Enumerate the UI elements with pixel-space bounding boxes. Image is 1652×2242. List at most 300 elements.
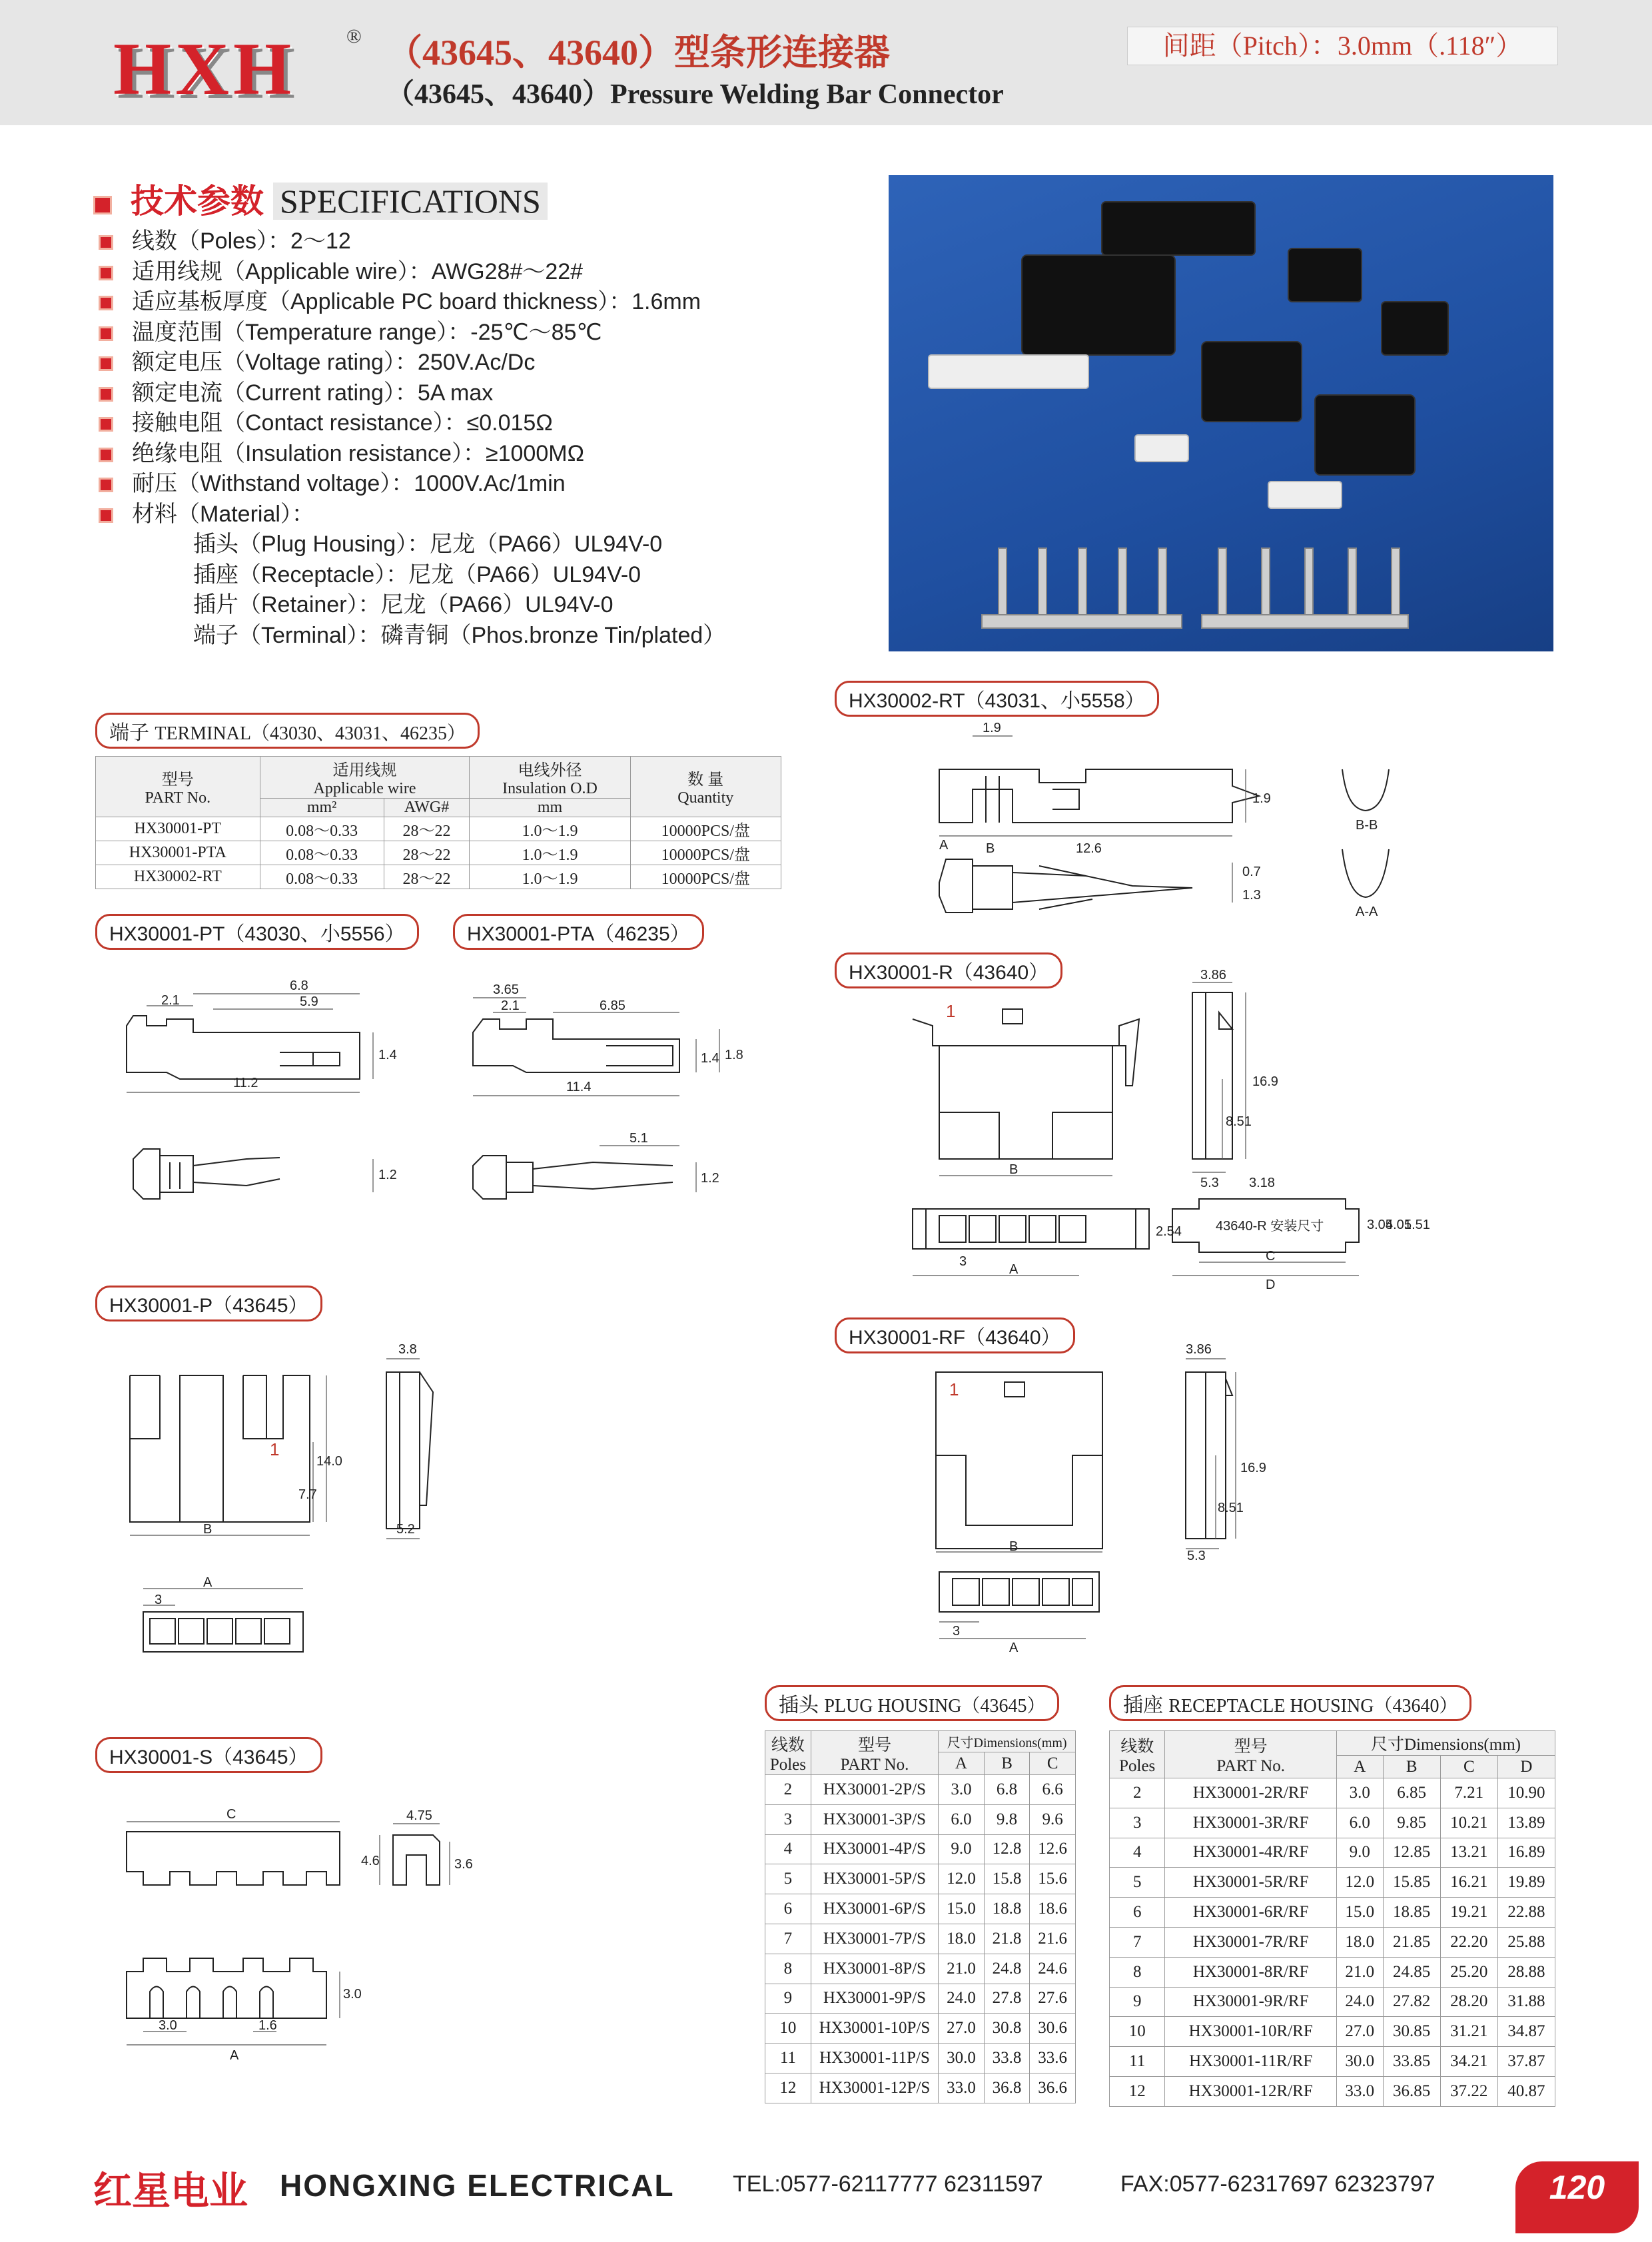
table-cell: 24.0 <box>939 1984 985 2014</box>
spec-item <box>99 226 701 257</box>
table-row: HX30002-RT 0.08～0.33 28～22 1.0～1.9 10000PCS/盘 <box>96 865 781 889</box>
table-cell: 7 <box>1110 1927 1165 1957</box>
dim-label: 4.01 <box>1386 1218 1412 1232</box>
table-cell: 7.21 <box>1440 1778 1497 1808</box>
table-cell: 13.21 <box>1440 1838 1497 1868</box>
registered-mark: ® <box>346 25 362 47</box>
pin1-marker: 1 <box>946 1001 956 1021</box>
col-a: A <box>939 1752 985 1775</box>
footer-company-en: HONGXING ELECTRICAL <box>280 2168 675 2203</box>
drawing-label-p: HX30001-P（43645） <box>95 1286 322 1321</box>
specifications-heading <box>93 175 548 222</box>
table-cell: 15.85 <box>1383 1868 1440 1898</box>
dim-label: 1.2 <box>701 1171 719 1186</box>
spec-text: 接触电阻（Contact resistance）：≤0.015Ω <box>132 410 553 436</box>
table-cell: HX30001-10P/S <box>811 2014 938 2044</box>
terminal-strip <box>1202 615 1408 628</box>
mounting-note: 43640-R 安装尺寸 <box>1216 1219 1324 1234</box>
table-cell: 10 <box>765 2014 811 2044</box>
table-cell: 18.8 <box>984 1894 1030 1924</box>
black-housing <box>1102 202 1255 255</box>
table-row <box>1110 1838 1555 1868</box>
dim-label: 8.51 <box>1218 1501 1244 1515</box>
footer-fax: FAX:0577-62317697 62323797 <box>1120 2171 1436 2197</box>
pin1-marker: 1 <box>270 1439 280 1459</box>
drawing-label-pta: HX30001-PTA（46235） <box>453 914 704 950</box>
dim-label: 1.3 <box>1242 888 1261 903</box>
table-cell: 9.0 <box>1336 1838 1383 1868</box>
spec-heading-cn: 技术参数 <box>131 182 264 220</box>
table-cell: 27.0 <box>1336 2017 1383 2047</box>
table-row <box>765 1834 1076 1864</box>
table-row <box>1110 2017 1555 2047</box>
col-c: C <box>1030 1752 1076 1775</box>
table-cell: 33.0 <box>939 2073 985 2103</box>
drawing-label-rt: HX30002-RT（43031、小5558） <box>835 681 1159 717</box>
dim-label: 4.6 <box>361 1854 380 1868</box>
spec-item <box>99 500 701 530</box>
table-row <box>1110 2076 1555 2106</box>
table-row <box>765 2014 1076 2044</box>
product-photo <box>889 175 1553 651</box>
spec-text: 适应基板厚度（Applicable PC board thickness）：1.6mm <box>132 289 701 314</box>
table-cell: 18.85 <box>1383 1898 1440 1928</box>
table-cell: HX30001-4P/S <box>811 1834 938 1864</box>
table-row <box>765 1924 1076 1954</box>
bullet-square-icon <box>93 196 112 214</box>
material-item: 插头（Plug Housing）：尼龙（PA66）UL94V-0 <box>193 532 663 557</box>
table-cell: 40.87 <box>1497 2076 1555 2106</box>
terminal-table <box>95 756 781 889</box>
table-cell: HX30001-11R/RF <box>1165 2047 1337 2077</box>
table-cell: HX30001-9P/S <box>811 1984 938 2014</box>
col-c: C <box>1440 1756 1497 1778</box>
dim-letter: B <box>203 1522 212 1537</box>
table-cell: 34.21 <box>1440 2047 1497 2077</box>
col-b: B <box>984 1752 1030 1775</box>
dim-label: 5.2 <box>396 1522 415 1537</box>
table-cell: 5 <box>1110 1868 1165 1898</box>
table-cell: 18.0 <box>939 1924 985 1954</box>
table-row <box>1110 1957 1555 1987</box>
table-cell: HX30001-12R/RF <box>1165 2076 1337 2106</box>
dim-label: 5.3 <box>1200 1176 1219 1190</box>
spec-item <box>99 287 701 318</box>
page-title-cn: （43645、43640）型条形连接器 <box>386 33 890 73</box>
spec-list <box>99 226 701 530</box>
table-cell: 33.6 <box>1030 2044 1076 2073</box>
table-cell: 10.90 <box>1497 1778 1555 1808</box>
dim-label: 1.6 <box>258 2018 277 2033</box>
table-cell: 28.20 <box>1440 1987 1497 2017</box>
table-cell: 11 <box>765 2044 811 2073</box>
table-cell: 21.0 <box>1336 1957 1383 1987</box>
col-a: A <box>1336 1756 1383 1778</box>
spec-text: 额定电流（Current rating）：5A max <box>132 380 494 406</box>
col-part: 型号 PART No. <box>811 1731 938 1775</box>
table-cell: 12 <box>1110 2076 1165 2106</box>
col-poles: 线数 Poles <box>765 1731 811 1775</box>
table-cell: HX30001-7R/RF <box>1165 1927 1337 1957</box>
table-cell: 21.6 <box>1030 1924 1076 1954</box>
table-cell: 4 <box>1110 1838 1165 1868</box>
table-cell: HX30001-11P/S <box>811 2044 938 2073</box>
bullet-square-icon <box>99 296 113 310</box>
table-row <box>1110 1808 1555 1838</box>
table-cell: 21.0 <box>939 1954 985 1984</box>
table-cell: 36.6 <box>1030 2073 1076 2103</box>
table-cell: 18.6 <box>1030 1894 1076 1924</box>
table-cell: HX30001-4R/RF <box>1165 1838 1337 1868</box>
material-item: 插座（Receptacle）：尼龙（PA66）UL94V-0 <box>193 561 641 587</box>
white-retainer <box>1135 435 1188 462</box>
white-retainer <box>1268 482 1342 508</box>
table-cell: 5 <box>765 1864 811 1894</box>
dim-label: 5.51 <box>1404 1218 1430 1232</box>
table-cell: 21.8 <box>984 1924 1030 1954</box>
table-cell: 4 <box>765 1834 811 1864</box>
black-housing <box>1288 248 1362 302</box>
table-cell: 6 <box>765 1894 811 1924</box>
table-cell: 18.0 <box>1336 1927 1383 1957</box>
table-row: HX30001-PT 0.08～0.33 28～22 1.0～1.9 10000PCS/盘 <box>96 817 781 841</box>
table-row <box>765 1954 1076 1984</box>
col-od: 电线外径 Insulation O.D <box>470 757 630 799</box>
table-cell: HX30001-6P/S <box>811 1894 938 1924</box>
drawing-label-s: HX30001-S（43645） <box>95 1737 322 1773</box>
table-row <box>765 1894 1076 1924</box>
table-row <box>1110 2047 1555 2077</box>
terminal-label-cn: 端子 <box>109 722 149 744</box>
col-dimensions: 尺寸Dimensions(mm) <box>1336 1731 1555 1756</box>
table-cell: 15.6 <box>1030 1864 1076 1894</box>
table-cell: 36.8 <box>984 2073 1030 2103</box>
drawing-label-rf: HX30001-RF（43640） <box>835 1317 1075 1353</box>
table-cell: 9.6 <box>1030 1804 1076 1834</box>
dim-label: 3.6 <box>454 1857 473 1872</box>
drawing-rf <box>919 1339 1292 1665</box>
table-cell: 12.0 <box>939 1864 985 1894</box>
dim-label: 3.0 <box>159 2018 177 2033</box>
dim-label: 4.75 <box>406 1808 432 1823</box>
table-cell: 21.85 <box>1383 1927 1440 1957</box>
table-row <box>1110 1987 1555 2017</box>
col-part: 型号 PART No. <box>1165 1731 1337 1778</box>
spec-heading-en: SPECIFICATIONS <box>273 183 548 220</box>
plug-housing-label <box>765 1685 1059 1721</box>
table-cell: 3.0 <box>939 1775 985 1805</box>
dim-label: 1.9 <box>983 721 1001 735</box>
col-awg: AWG# <box>384 799 470 817</box>
material-item: 插片（Retainer）：尼龙（PA66）UL94V-0 <box>193 592 614 617</box>
table-cell: 9 <box>765 1984 811 2014</box>
dim-label: 11.2 <box>233 1076 258 1090</box>
dim-letter: A <box>230 2048 239 2063</box>
bullet-square-icon <box>99 387 113 402</box>
table-cell: HX30001-9R/RF <box>1165 1987 1337 2017</box>
table-cell: 3 <box>1110 1808 1165 1838</box>
table-cell: HX30001-6R/RF <box>1165 1898 1337 1928</box>
bullet-square-icon <box>99 235 113 250</box>
table-cell: 22.20 <box>1440 1927 1497 1957</box>
dim-label: 2.1 <box>501 998 520 1013</box>
dim-label: 3 <box>959 1254 967 1269</box>
dim-label: 7.7 <box>298 1487 317 1502</box>
table-cell: 6.0 <box>1336 1808 1383 1838</box>
table-cell: 9.85 <box>1383 1808 1440 1838</box>
table-cell: HX30001-8R/RF <box>1165 1957 1337 1987</box>
table-cell: HX30001-5R/RF <box>1165 1868 1337 1898</box>
table-cell: 33.85 <box>1383 2047 1440 2077</box>
spec-item <box>99 469 701 500</box>
terminal-label <box>95 713 480 749</box>
dim-label: 3.86 <box>1200 968 1226 982</box>
table-cell: 2 <box>765 1775 811 1805</box>
table-cell: 27.8 <box>984 1984 1030 2014</box>
table-cell: 19.89 <box>1497 1868 1555 1898</box>
dim-label: 2.1 <box>161 993 180 1008</box>
table-cell: 12.8 <box>984 1834 1030 1864</box>
receptacle-label-en: RECEPTACLE HOUSING（43640） <box>1168 1696 1458 1716</box>
table-cell: 9.8 <box>984 1804 1030 1834</box>
plug-label-cn: 插头 <box>779 1694 819 1716</box>
dim-label: 5.3 <box>1187 1549 1206 1563</box>
table-cell: HX30001-3P/S <box>811 1804 938 1834</box>
spec-text: 温度范围（Temperature range）：-25℃～85℃ <box>132 319 602 345</box>
table-cell: 22.88 <box>1497 1898 1555 1928</box>
dim-label: 0.7 <box>1242 865 1261 879</box>
table-row: HX30001-PTA 0.08～0.33 28～22 1.0～1.9 10000PCS/盘 <box>96 841 781 865</box>
spec-item <box>99 408 701 439</box>
dim-letter: B <box>1009 1162 1019 1177</box>
dim-label: 16.9 <box>1240 1461 1266 1475</box>
table-cell: HX30001-2P/S <box>811 1775 938 1805</box>
table-cell: 30.0 <box>1336 2047 1383 2077</box>
table-cell: 2 <box>1110 1778 1165 1808</box>
dim-label: 3.8 <box>398 1342 417 1357</box>
dim-label: 1.4 <box>378 1048 397 1062</box>
table-cell: 30.85 <box>1383 2017 1440 2047</box>
dim-label: 16.9 <box>1252 1074 1278 1089</box>
table-cell: 30.8 <box>984 2014 1030 2044</box>
bullet-square-icon <box>99 266 113 280</box>
col-mm2: mm² <box>260 799 384 817</box>
table-cell: HX30001-7P/S <box>811 1924 938 1954</box>
drawing-s <box>113 1798 486 2065</box>
spec-text: 线数（Poles）：2～12 <box>132 228 351 254</box>
col-part: 型号 PART No. <box>96 757 260 817</box>
dim-label: 5.1 <box>629 1131 648 1146</box>
table-cell: 12 <box>765 2073 811 2103</box>
table-cell: 7 <box>765 1924 811 1954</box>
bullet-square-icon <box>99 448 113 462</box>
dim-label: 3.18 <box>1249 1176 1275 1190</box>
spec-text: 耐压（Withstand voltage）：1000V.Ac/1min <box>132 471 566 496</box>
table-cell: 16.89 <box>1497 1838 1555 1868</box>
col-qty: 数 量 Quantity <box>630 757 781 817</box>
connector-photo-illustration <box>889 175 1553 651</box>
col-od-unit: mm <box>470 799 630 817</box>
table-cell: 15.0 <box>939 1894 985 1924</box>
table-cell: 9.0 <box>939 1834 985 1864</box>
section-mark: B <box>986 841 995 856</box>
dim-letter: A <box>203 1575 212 1590</box>
bullet-square-icon <box>99 417 113 432</box>
spec-item <box>99 257 701 288</box>
col-poles: 线数 Poles <box>1110 1731 1165 1778</box>
table-cell: 36.85 <box>1383 2076 1440 2106</box>
col-b: B <box>1383 1756 1440 1778</box>
dim-label: 3.86 <box>1186 1342 1212 1357</box>
spec-item <box>99 348 701 378</box>
col-d: D <box>1497 1756 1555 1778</box>
pitch-badge: 间距（Pitch）：3.0mm（.118″） <box>1127 27 1558 65</box>
plug-label-en: PLUG HOUSING（43645） <box>824 1696 1046 1716</box>
dim-label: 12.6 <box>1076 841 1102 856</box>
col-dimensions: 尺寸Dimensions(mm) <box>939 1731 1076 1752</box>
table-cell: 3 <box>765 1804 811 1834</box>
table-row <box>765 1864 1076 1894</box>
table-row <box>765 1984 1076 2014</box>
table-row <box>1110 1778 1555 1808</box>
black-housing <box>1022 255 1175 355</box>
material-list <box>193 530 725 651</box>
dim-label: 11.4 <box>566 1080 592 1094</box>
table-row <box>765 1804 1076 1834</box>
page-number: 120 <box>1549 2169 1605 2206</box>
table-cell: 24.8 <box>984 1954 1030 1984</box>
table-cell: 34.87 <box>1497 2017 1555 2047</box>
table-cell: 3.0 <box>1336 1778 1383 1808</box>
dim-label: 8.51 <box>1226 1114 1252 1129</box>
dim-letter: A <box>1009 1262 1019 1277</box>
table-cell: 37.22 <box>1440 2076 1497 2106</box>
section-mark: A <box>939 838 949 853</box>
footer-company-cn: 红星电业 <box>93 2168 248 2213</box>
table-cell: 27.82 <box>1383 1987 1440 2017</box>
white-retainer <box>929 355 1088 388</box>
table-cell: 33.0 <box>1336 2076 1383 2106</box>
table-cell: 9 <box>1110 1987 1165 2017</box>
spec-item <box>99 439 701 470</box>
table-cell: 24.85 <box>1383 1957 1440 1987</box>
footer-tel: TEL:0577-62117777 62311597 <box>733 2171 1043 2197</box>
dim-label: 2.54 <box>1156 1224 1182 1239</box>
dim-label: 1.9 <box>1252 791 1271 806</box>
dim-label: 1.2 <box>378 1168 397 1182</box>
dim-label: 3.0 <box>343 1987 362 2002</box>
table-cell: 30.0 <box>939 2044 985 2073</box>
table-cell: 12.85 <box>1383 1838 1440 1868</box>
spec-text: 额定电压（Voltage rating）：250V.Ac/Dc <box>132 350 536 375</box>
drawing-pta <box>460 979 753 1226</box>
table-row <box>765 1775 1076 1805</box>
table-row <box>765 2073 1076 2103</box>
table-cell: 12.0 <box>1336 1868 1383 1898</box>
brand-logo: HXH <box>113 28 296 111</box>
table-cell: 16.21 <box>1440 1868 1497 1898</box>
table-cell: 24.6 <box>1030 1954 1076 1984</box>
table-cell: 31.21 <box>1440 2017 1497 2047</box>
black-housing <box>1315 395 1415 475</box>
table-cell: 24.0 <box>1336 1987 1383 2017</box>
dim-label: 3 <box>155 1593 163 1607</box>
terminal-strip <box>982 615 1182 628</box>
drawing-rt <box>913 716 1446 942</box>
table-cell: 11 <box>1110 2047 1165 2077</box>
dim-letter: C <box>226 1807 236 1822</box>
spec-text: 绝缘电阻（Insulation resistance）：≥1000MΩ <box>132 440 584 466</box>
bullet-square-icon <box>99 356 113 371</box>
table-cell: 10.21 <box>1440 1808 1497 1838</box>
material-item: 端子（Terminal）：磷青铜（Phos.bronze Tin/plated） <box>193 622 726 648</box>
table-cell: 15.8 <box>984 1864 1030 1894</box>
col-wire: 适用线规 Applicable wire <box>260 757 470 799</box>
dim-label: 6.85 <box>600 998 625 1013</box>
table-cell: HX30001-12P/S <box>811 2073 938 2103</box>
dim-label: 1.8 <box>725 1048 743 1062</box>
table-cell: HX30001-5P/S <box>811 1864 938 1894</box>
receptacle-housing-table <box>1109 1730 1555 2107</box>
section-label: B-B <box>1356 818 1378 833</box>
table-cell: 12.6 <box>1030 1834 1076 1864</box>
section-label: A-A <box>1356 905 1378 919</box>
spec-text: 适用线规（Applicable wire）：AWG28#～22# <box>132 258 584 284</box>
table-row <box>1110 1927 1555 1957</box>
terminals-right <box>1218 548 1400 615</box>
table-cell: 37.87 <box>1497 2047 1555 2077</box>
table-cell: 31.88 <box>1497 1987 1555 2017</box>
black-housing <box>1202 342 1302 422</box>
terminal-label-en: TERMINAL（43030、43031、46235） <box>155 723 466 744</box>
table-cell: 6.85 <box>1383 1778 1440 1808</box>
dim-label: 3.05 <box>1367 1218 1393 1232</box>
table-cell: 25.88 <box>1497 1927 1555 1957</box>
drawing-label-r: HX30001-R（43640） <box>835 952 1062 988</box>
table-cell: 6.8 <box>984 1775 1030 1805</box>
table-cell: 27.6 <box>1030 1984 1076 2014</box>
table-cell: 27.0 <box>939 2014 985 2044</box>
drawing-label-pt: HX30001-PT（43030、小5556） <box>95 914 419 950</box>
table-cell: 8 <box>765 1954 811 1984</box>
table-row <box>1110 1868 1555 1898</box>
table-cell: HX30001-8P/S <box>811 1954 938 1984</box>
dim-letter: A <box>1009 1641 1019 1655</box>
table-row <box>1110 1898 1555 1928</box>
table-cell: 28.88 <box>1497 1957 1555 1987</box>
dim-label: 6.8 <box>290 978 308 993</box>
dim-letter: B <box>1009 1539 1019 1554</box>
page-title-en: （43645、43640）Pressure Welding Bar Connector <box>386 79 1004 110</box>
table-cell: 33.8 <box>984 2044 1030 2073</box>
table-cell: 6.6 <box>1030 1775 1076 1805</box>
table-cell: 15.0 <box>1336 1898 1383 1928</box>
dim-label: 1.4 <box>701 1051 719 1066</box>
black-housing <box>1382 302 1448 355</box>
drawing-p <box>113 1339 486 1672</box>
dim-label: 14.0 <box>316 1454 342 1469</box>
terminals-left <box>999 548 1166 615</box>
spec-item <box>99 378 701 409</box>
table-cell: 6.0 <box>939 1804 985 1834</box>
table-cell: HX30001-2R/RF <box>1165 1778 1337 1808</box>
table-cell: HX30001-10R/RF <box>1165 2017 1337 2047</box>
table-cell: 10 <box>1110 2017 1165 2047</box>
table-row <box>765 2044 1076 2073</box>
bullet-square-icon <box>99 326 113 341</box>
dim-label: 3.65 <box>493 982 519 997</box>
table-cell: 19.21 <box>1440 1898 1497 1928</box>
